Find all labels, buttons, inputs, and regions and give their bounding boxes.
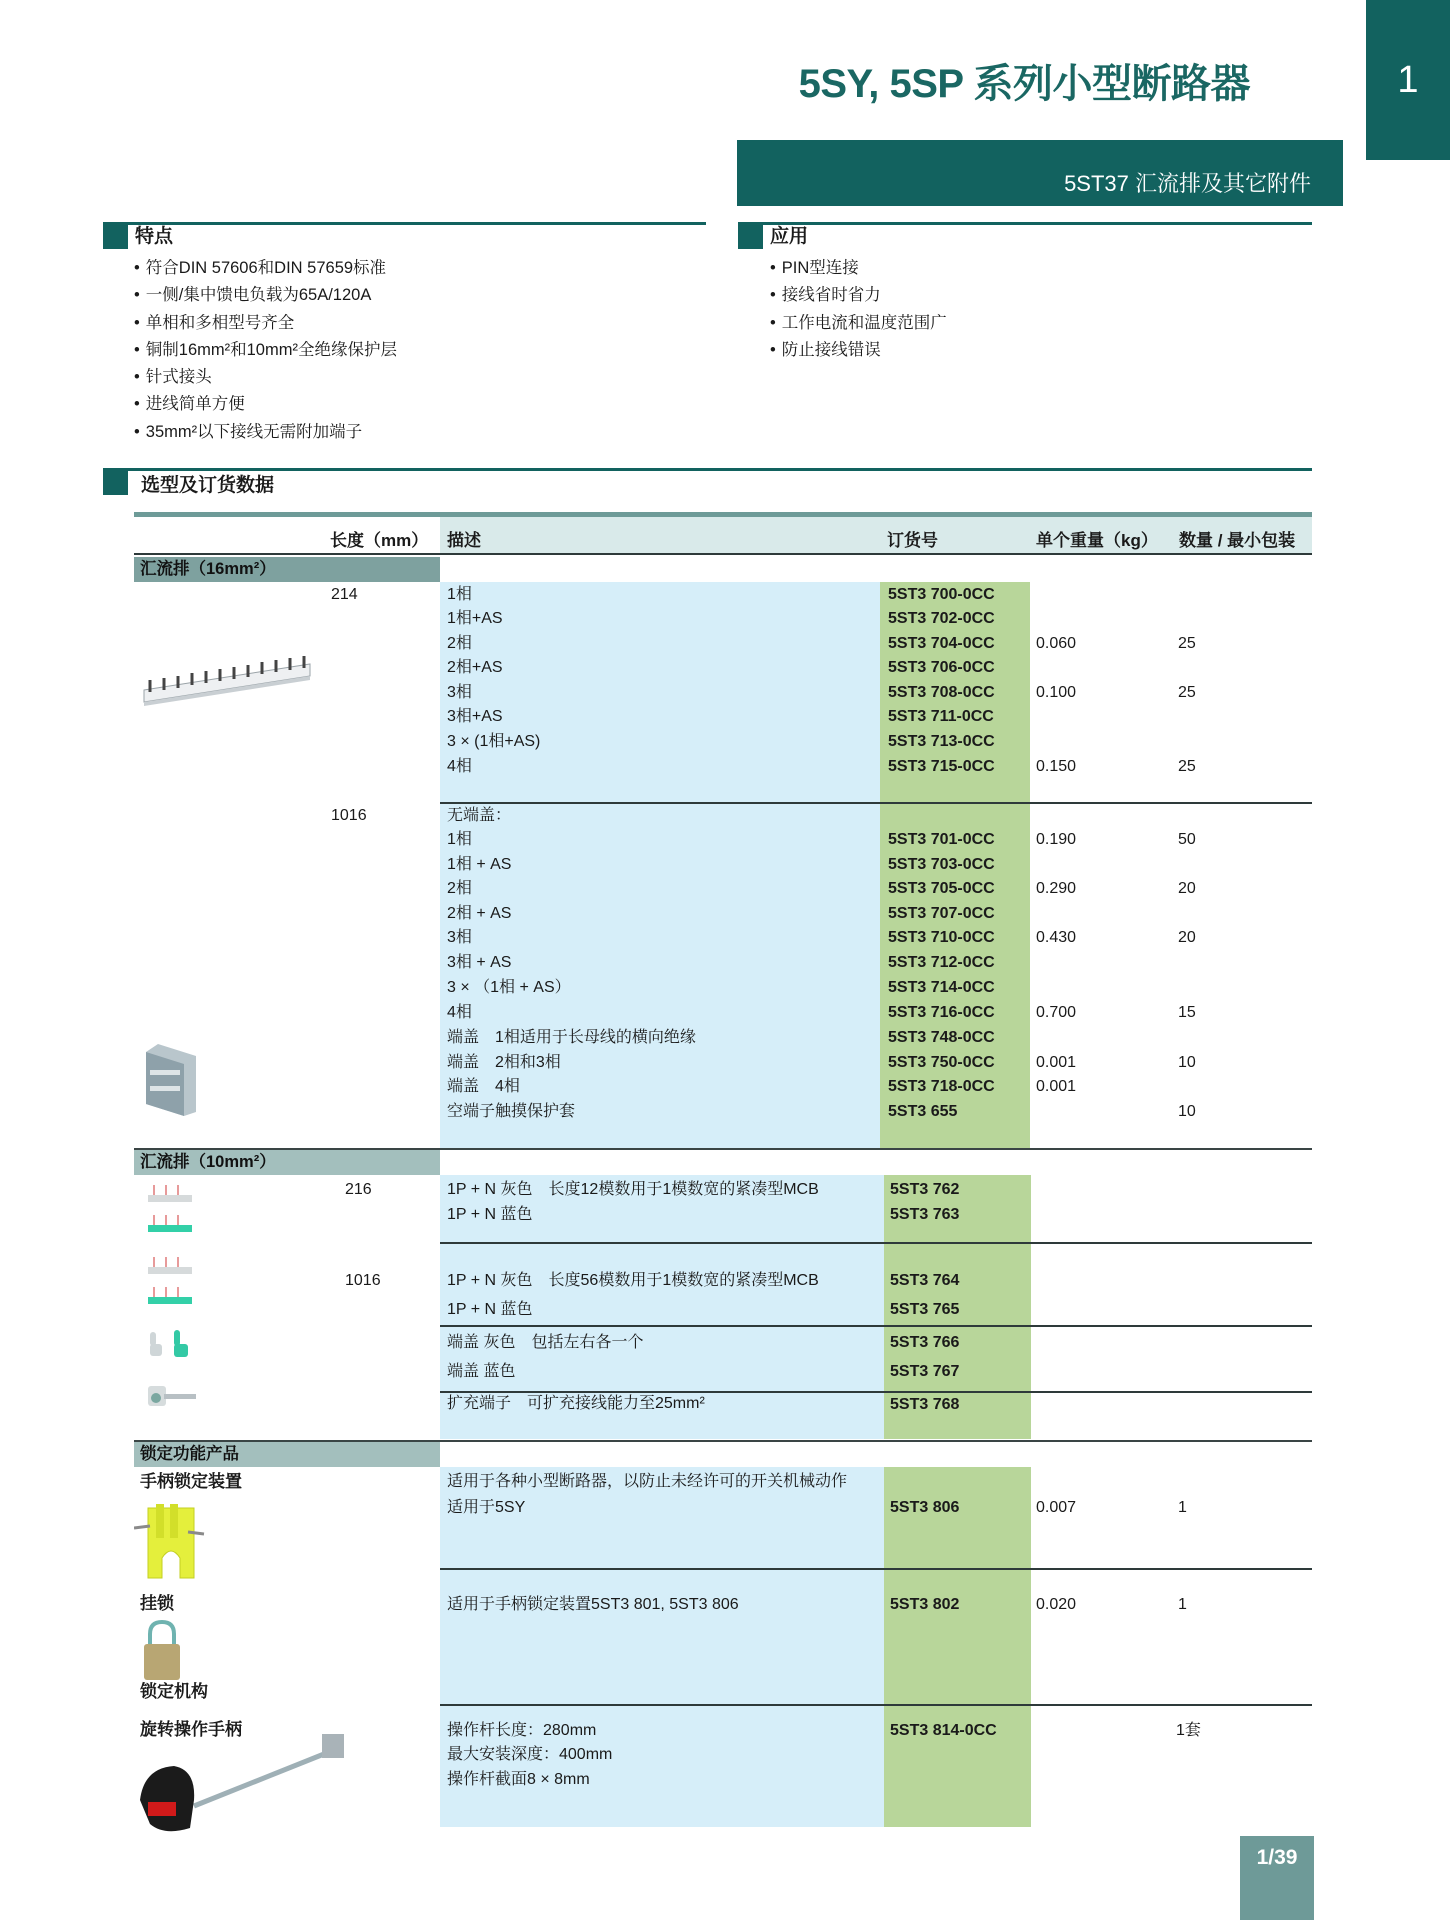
desc: 3 × （1相 + AS） [447,979,571,996]
row-divider [440,1242,1312,1244]
weight: 0.001 [1036,1054,1077,1071]
order-no: 5ST3 763 [890,1206,960,1223]
desc: 1P + N 灰色 长度56模数用于1模数宽的紧凑型MCB [447,1272,819,1289]
end-cap-10-image [146,1328,196,1360]
desc: 1P + N 蓝色 [447,1206,533,1223]
order-no: 5ST3 711-0CC [888,708,994,725]
qty: 25 [1178,635,1196,652]
col-description: 描述 [447,531,481,550]
weight: 0.100 [1036,684,1077,701]
desc: 2相+AS [447,659,503,676]
desc: 1相 [447,586,472,603]
feature-item: • 符合DIN 57606和DIN 57659标准 [134,255,397,282]
order-no: 5ST3 703-0CC [888,856,995,873]
order-no: 5ST3 700-0CC [888,586,995,603]
order-no: 5ST3 655 [888,1103,958,1120]
table-header [134,512,1312,555]
applications-list [770,255,947,364]
section-marker [103,222,128,249]
subtitle: 5ST37 汇流排及其它附件 [1064,171,1311,196]
qty: 25 [1178,758,1196,775]
length-value: 1016 [345,1272,381,1289]
chapter-tab: 1 [1366,0,1450,160]
desc: 端盖 蓝色 [447,1363,516,1380]
order-no: 5ST3 707-0CC [888,905,995,922]
qty: 20 [1178,929,1196,946]
ordering-table [134,512,1312,555]
desc: 适用于5SY [447,1499,526,1516]
desc: 端盖 灰色 包括左右各一个 [447,1334,644,1351]
order-no: 5ST3 765 [890,1301,960,1318]
row-divider [440,1391,1312,1393]
feature-item: • 铜制16mm²和10mm²全绝缘保护层 [134,337,397,364]
desc: 3相 [447,684,472,701]
qty: 15 [1178,1004,1196,1021]
ordering-heading [103,468,1312,496]
group-locking: 锁定功能产品 [134,1442,440,1467]
qty: 50 [1178,831,1196,848]
col-length: 长度（mm） [330,531,429,550]
padlock-image [142,1620,182,1682]
weight: 0.290 [1036,880,1077,897]
qty: 25 [1178,684,1196,701]
desc: 操作杆长度：280mm [447,1722,597,1739]
desc: 1相+AS [447,610,503,627]
weight: 0.001 [1036,1078,1077,1095]
order-no: 5ST3 710-0CC [888,929,995,946]
order-no: 5ST3 714-0CC [888,979,995,996]
desc: 最大安装深度：400mm [447,1746,613,1763]
busbar-10-image [146,1255,196,1311]
row-divider [440,1568,1312,1570]
order-no: 5ST3 806 [890,1499,960,1516]
order-no: 5ST3 768 [890,1396,960,1413]
order-no: 5ST3 702-0CC [888,610,995,627]
desc: 2相 [447,880,472,897]
desc: 操作杆截面8 × 8mm [447,1771,590,1788]
length-value: 214 [331,586,358,603]
desc: 2相 + AS [447,905,512,922]
rotary-handle-label: 旋转操作手柄 [140,1720,242,1739]
desc: 3相 [447,929,472,946]
rotary-handle-image [134,1720,354,1835]
weight: 0.150 [1036,758,1077,775]
weight: 0.020 [1036,1596,1077,1613]
desc: 1相 + AS [447,856,512,873]
qty: 20 [1178,880,1196,897]
applications-heading [738,222,1312,246]
qty: 10 [1178,1054,1196,1071]
weight: 0.007 [1036,1499,1077,1516]
feature-item: • 单相和多相型号齐全 [134,310,397,337]
order-no: 5ST3 704-0CC [888,635,995,652]
weight: 0.700 [1036,1004,1077,1021]
desc: 扩充端子 可扩充接线能力至25mm² [447,1395,705,1412]
desc: 无端盖： [447,807,512,824]
desc: 1相 [447,831,472,848]
order-no: 5ST3 716-0CC [888,1004,995,1021]
desc: 4相 [447,758,472,775]
application-item: • 工作电流和温度范围广 [770,310,947,337]
desc: 端盖 4相 [447,1078,520,1095]
order-no: 5ST3 715-0CC [888,758,995,775]
row-divider [440,1704,1312,1706]
applications-title: 应用 [770,226,809,247]
qty: 1套 [1176,1722,1201,1739]
application-item: • PIN型连接 [770,255,947,282]
desc: 1P + N 蓝色 [447,1301,533,1318]
weight: 0.430 [1036,929,1077,946]
section-marker [103,468,128,495]
weight: 0.190 [1036,831,1077,848]
desc: 3相+AS [447,708,503,725]
order-no: 5ST3 718-0CC [888,1078,995,1095]
subtitle-bar [737,140,1343,206]
features-title: 特点 [135,226,174,247]
desc: 适用于手柄锁定装置5ST3 801, 5ST3 806 [447,1596,739,1613]
expansion-terminal-image [146,1382,200,1412]
row-divider [440,802,1312,804]
order-no: 5ST3 706-0CC [888,659,995,676]
col-weight: 单个重量（kg） [1036,531,1158,550]
busbar-image [140,650,315,710]
order-no: 5ST3 814-0CC [890,1722,997,1739]
col-qty: 数量 / 最小包装 [1179,531,1296,550]
desc: 4相 [447,1004,472,1021]
order-no: 5ST3 750-0CC [888,1054,995,1071]
feature-item: • 35mm²以下接线无需附加端子 [134,419,397,446]
order-no: 5ST3 766 [890,1334,960,1351]
desc: 端盖 1相适用于长母线的横向绝缘 [447,1029,696,1046]
locking-mechanism-label: 锁定机构 [140,1682,208,1701]
desc: 3 × (1相+AS) [447,733,541,750]
order-no: 5ST3 705-0CC [888,880,995,897]
length-value: 1016 [331,807,367,824]
handle-lock-image [134,1500,214,1582]
order-no: 5ST3 802 [890,1596,960,1613]
order-no: 5ST3 748-0CC [888,1029,995,1046]
desc: 空端子触摸保护套 [447,1103,576,1120]
qty: 1 [1178,1596,1187,1613]
handle-lock-label: 手柄锁定装置 [140,1472,242,1491]
feature-item: • 进线简单方便 [134,391,397,418]
weight: 0.060 [1036,635,1077,652]
busbar-10-image [146,1183,196,1239]
order-no: 5ST3 708-0CC [888,684,995,701]
ordering-title: 选型及订货数据 [141,475,275,496]
desc: 适用于各种小型断路器，以防止未经许可的开关机械动作 [447,1473,848,1490]
application-item: • 防止接线错误 [770,337,947,364]
group-busbar-16: 汇流排（16mm²） [134,557,440,582]
order-no: 5ST3 701-0CC [888,831,995,848]
order-col-bg [884,1467,1031,1827]
order-no: 5ST3 762 [890,1181,960,1198]
order-no: 5ST3 767 [890,1363,960,1380]
feature-item: • 一侧/集中馈电负载为65A/120A [134,282,397,309]
feature-item: • 针式接头 [134,364,397,391]
qty: 1 [1178,1499,1187,1516]
order-no: 5ST3 764 [890,1272,960,1289]
features-heading [103,222,706,246]
qty: 10 [1178,1103,1196,1120]
features-list [134,255,397,446]
end-cap-image [140,1042,200,1118]
order-no: 5ST3 713-0CC [888,733,995,750]
section-marker [738,222,763,249]
col-order-no: 订货号 [887,531,938,550]
page-title: 5SY, 5SP 系列小型断路器 [798,62,1250,106]
padlock-label: 挂锁 [140,1594,174,1613]
page-number: 1/39 [1240,1836,1314,1920]
desc: 2相 [447,635,472,652]
desc: 端盖 2相和3相 [447,1054,561,1071]
desc: 3相 + AS [447,954,512,971]
group-busbar-10: 汇流排（10mm²） [134,1150,440,1175]
desc: 1P + N 灰色 长度12模数用于1模数宽的紧凑型MCB [447,1181,819,1198]
row-divider [440,1325,1312,1327]
order-no: 5ST3 712-0CC [888,954,995,971]
length-value: 216 [345,1181,372,1198]
application-item: • 接线省时省力 [770,282,947,309]
